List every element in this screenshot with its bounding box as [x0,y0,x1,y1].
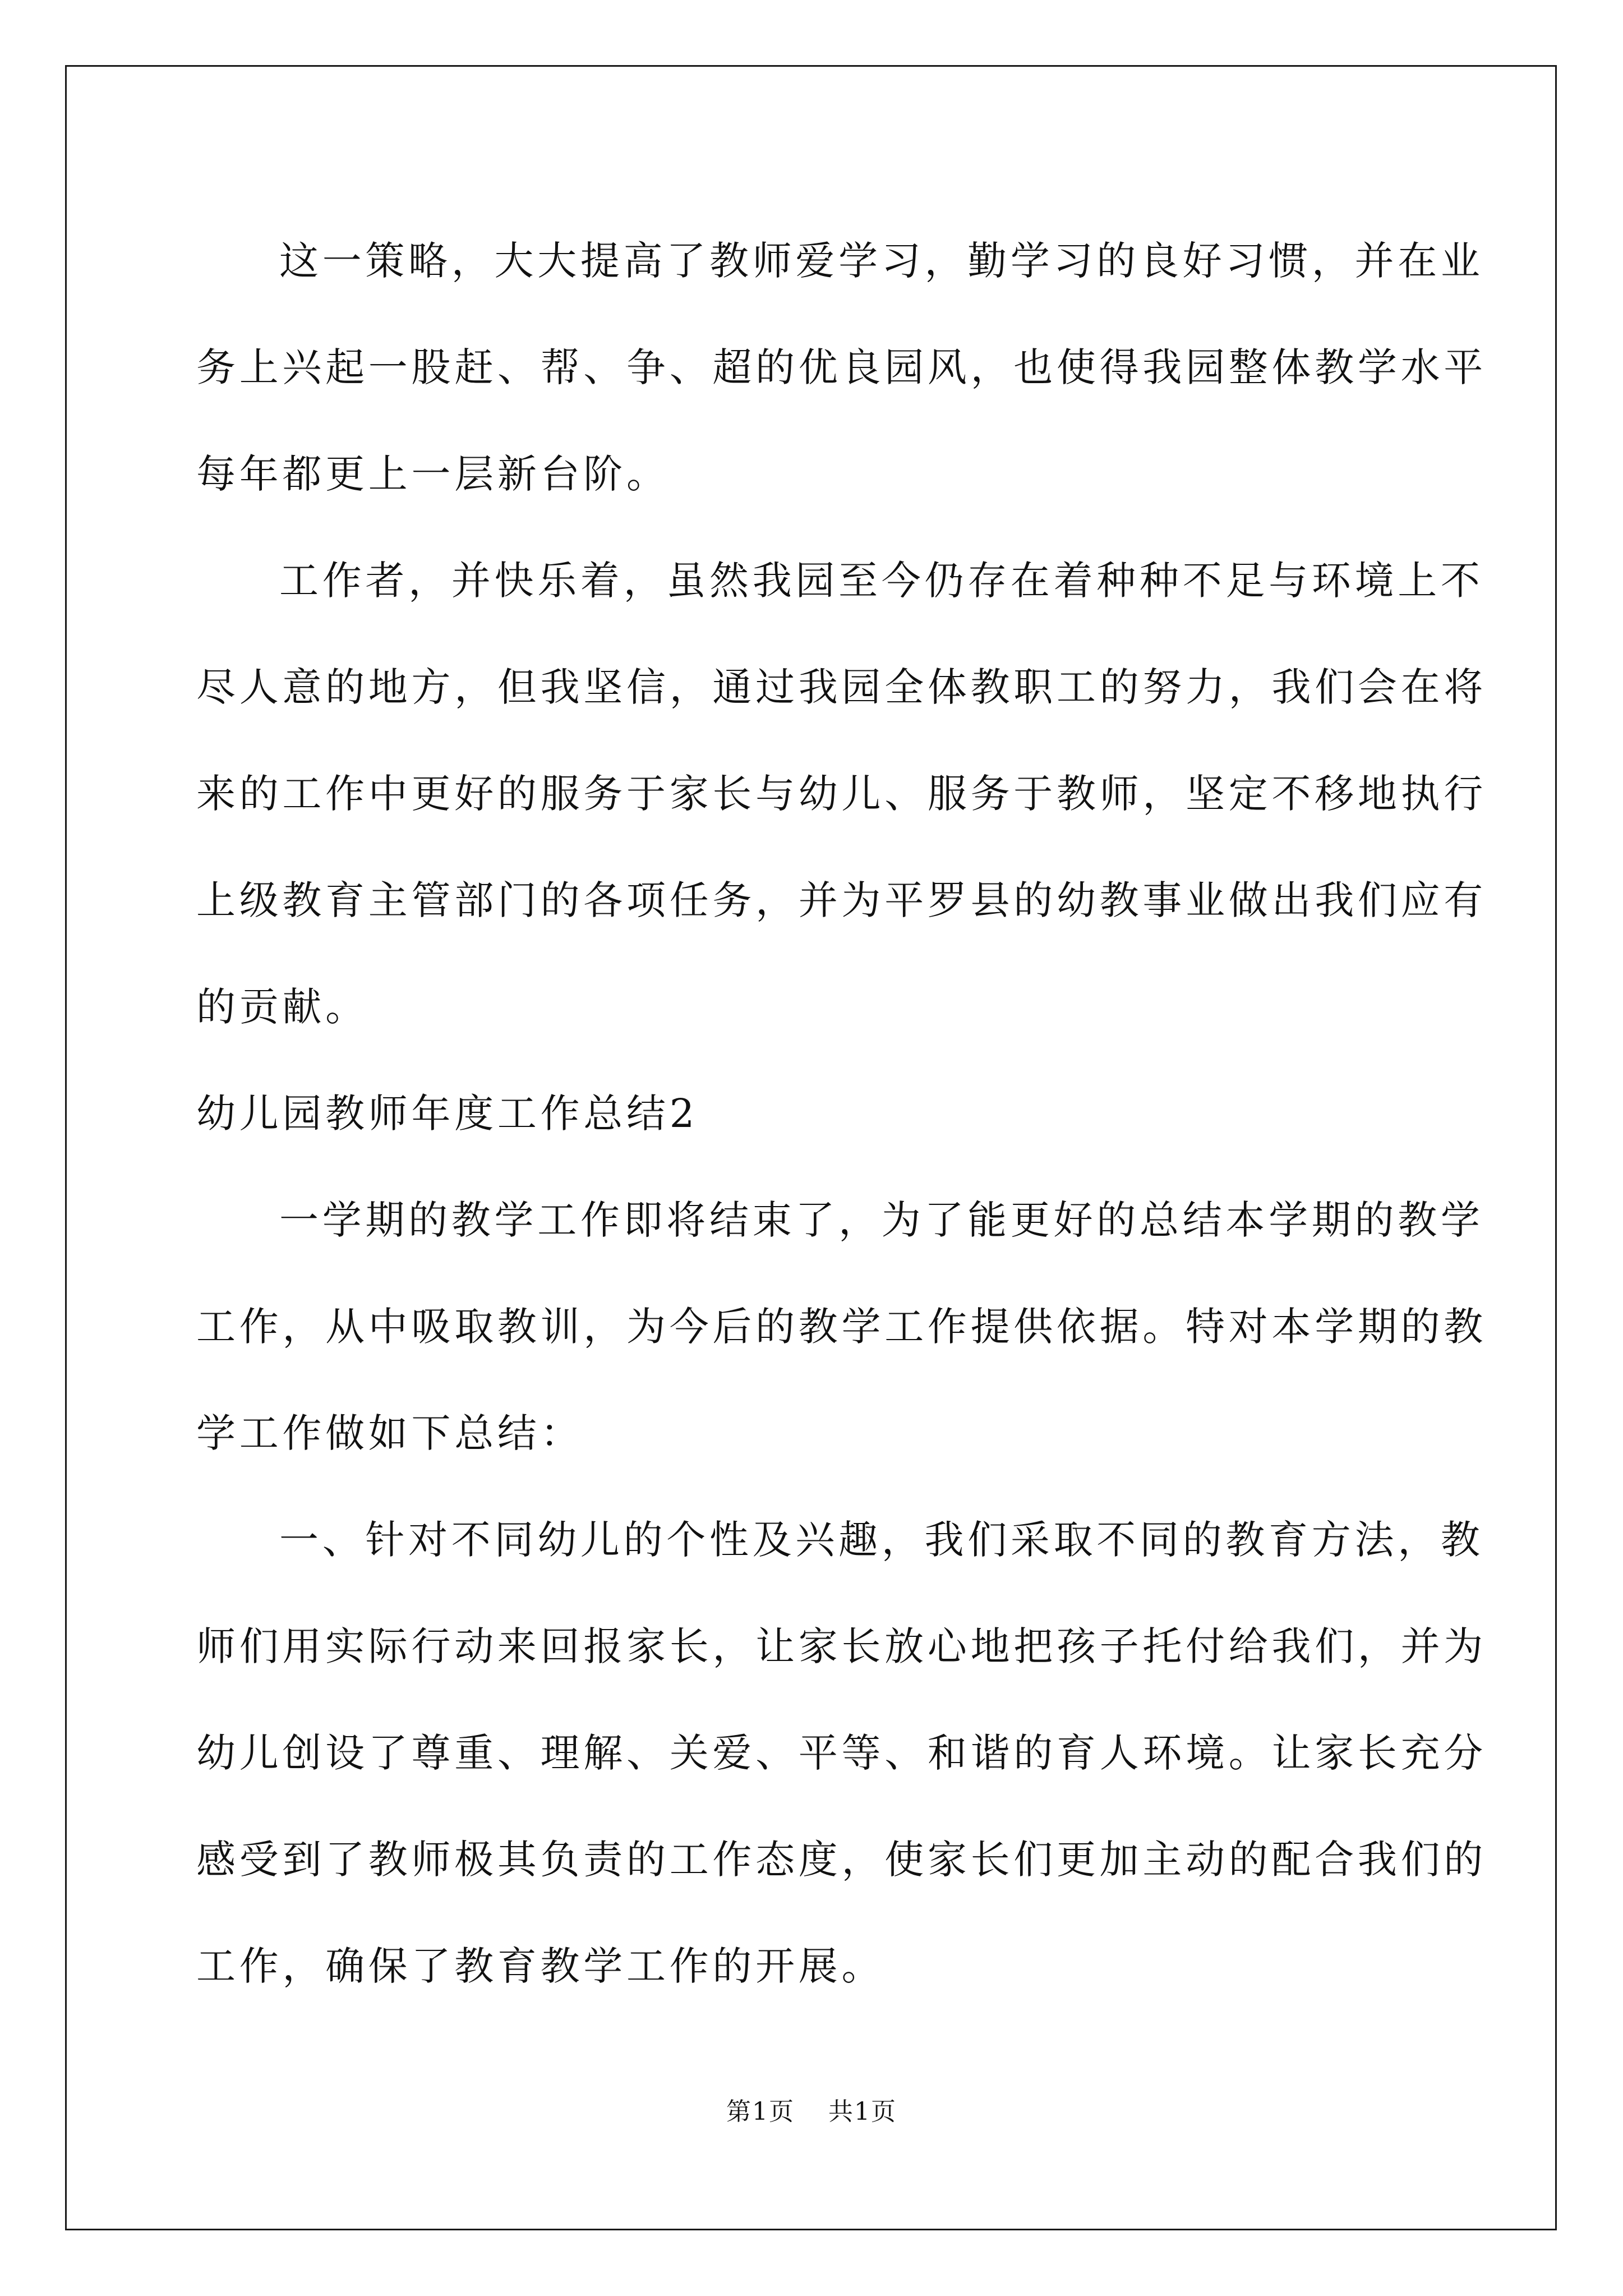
paragraph-line: 每年都更上一层新台阶。 [196,451,670,497]
page-footer [0,2091,1623,2127]
page-total: 共1页 [828,2097,897,2126]
document-body [196,208,1487,2019]
paragraph-line: 务上兴起一股赶、帮、争、超的优良园风，也使得我园整体教学水平 [196,344,1487,390]
paragraph-line: 上级教育主管部门的各项任务，并为平罗县的幼教事业做出我们应有 [196,877,1487,923]
paragraph-line: 感受到了教师极其负责的工作态度，使家长们更加主动的配合我们的 [196,1837,1487,1883]
paragraph-line: 学工作做如下总结： [196,1410,584,1456]
paragraph-line: 一学期的教学工作即将结束了，为了能更好的总结本学期的教学 [279,1197,1484,1243]
paragraph-line: 幼儿创设了尊重、理解、关爱、平等、和谐的育人环境。让家长充分 [196,1730,1487,1776]
paragraph-line: 工作者，并快乐着，虽然我园至今仍存在着种种不足与环境上不 [279,558,1484,604]
paragraph-line: 师们用实际行动来回报家长，让家长放心地把孩子托付给我们，并为 [196,1623,1487,1669]
page-number: 第1页 [726,2097,795,2126]
section-heading: 幼儿园教师年度工作总结2 [196,1091,698,1137]
paragraph-line: 尽人意的地方，但我坚信，通过我园全体教职工的努力，我们会在将 [196,664,1487,710]
paragraph-line: 来的工作中更好的服务于家长与幼儿、服务于教师，坚定不移地执行 [196,771,1487,817]
paragraph-line: 一、针对不同幼儿的个性及兴趣，我们采取不同的教育方法，教 [279,1517,1484,1563]
paragraph-line: 工作，确保了教育教学工作的开展。 [196,1943,885,1989]
paragraph-line: 的贡献。 [196,984,368,1030]
paragraph-line: 工作，从中吸取教训，为今后的教学工作提供依据。特对本学期的教 [196,1304,1487,1350]
paragraph-line: 这一策略，大大提高了教师爱学习，勤学习的良好习惯，并在业 [279,238,1484,284]
